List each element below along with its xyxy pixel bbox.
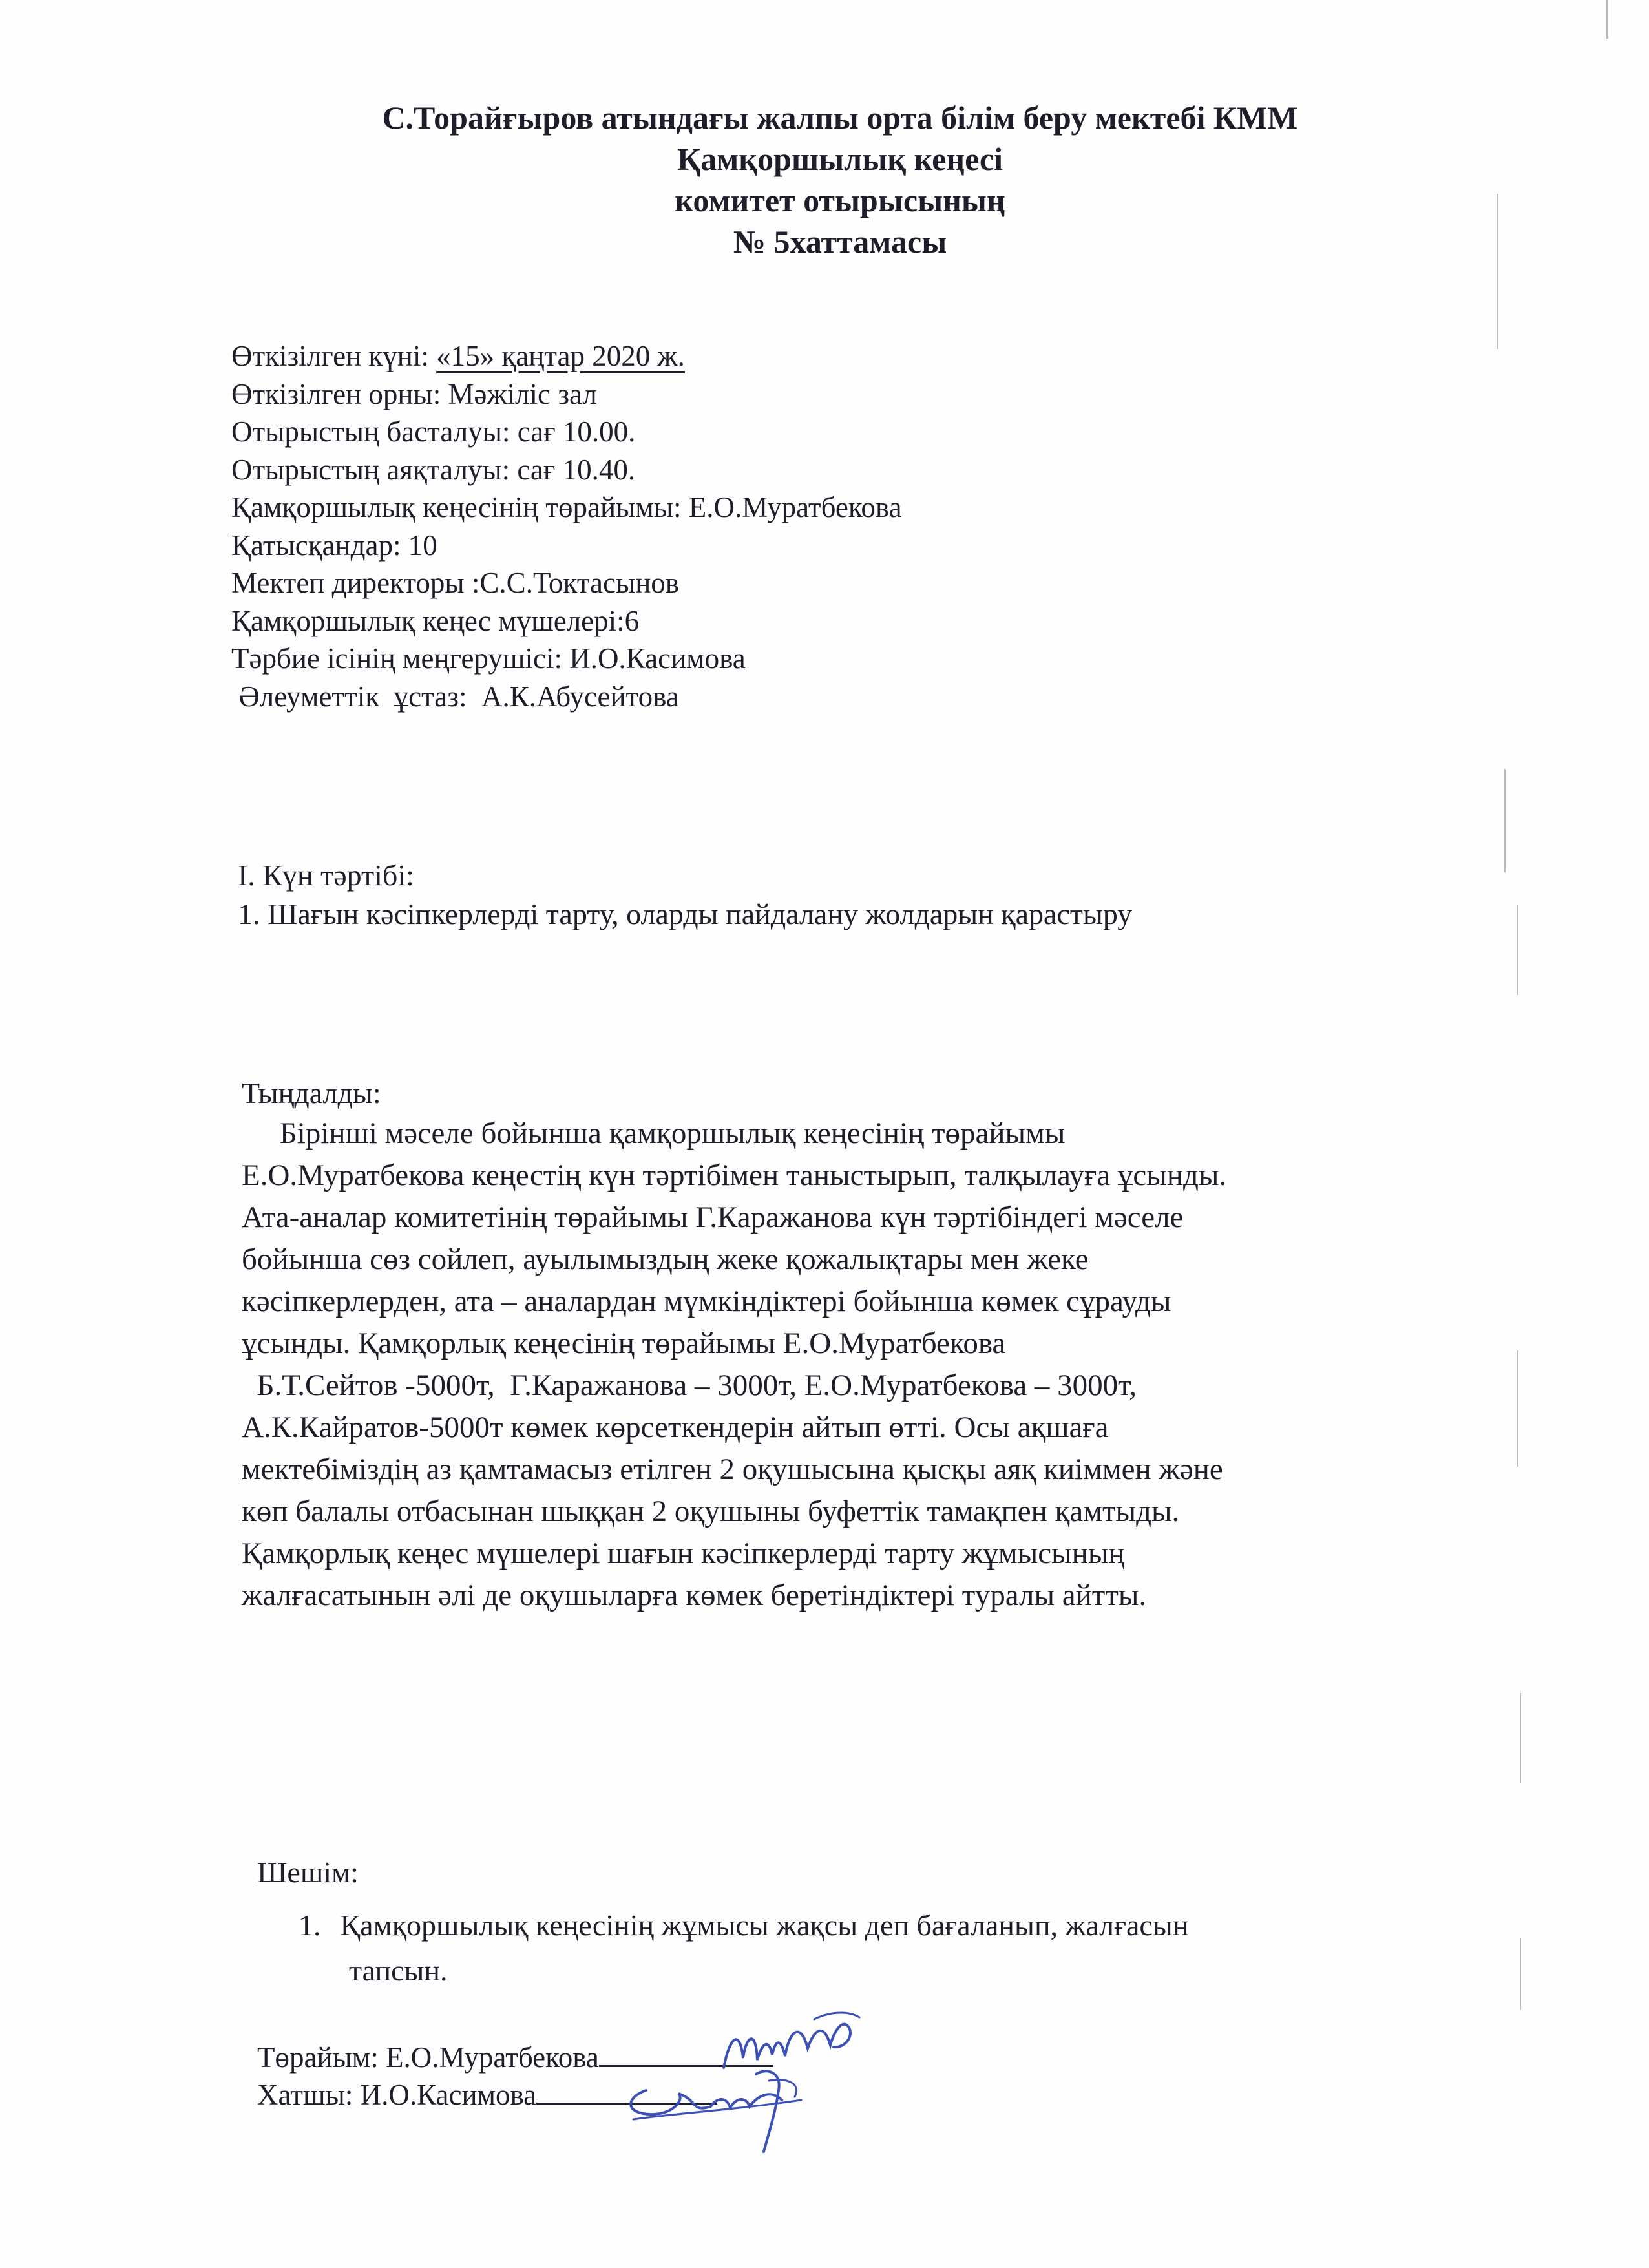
scan-artifact-line xyxy=(1497,194,1498,349)
agenda-title: I. Күн тәртібі: xyxy=(238,859,414,892)
agenda-section xyxy=(238,856,1132,934)
meeting-end-time: Отырыстың аяқталуы: сағ 10.40. xyxy=(231,453,636,486)
meeting-details xyxy=(231,337,902,715)
meeting-date-label: Өткізілген күні: xyxy=(231,340,437,372)
paragraph-line: кәсіпкерлерден, ата – аналардан мүмкіндіктері бойынша көмек сұрауды xyxy=(242,1285,1171,1318)
paragraph-line: көп балалы отбасынан шыққан 2 оқушыны буфеттік тамақпен қамтыды. xyxy=(242,1495,1180,1528)
meeting-place: Өткізілген орны: Мәжіліс зал xyxy=(231,377,597,410)
scan-artifact-line xyxy=(1606,0,1608,39)
paragraph-line: Б.Т.Сейтов -5000т, Г.Каражанова – 3000т, Е.О.Муратбекова – 3000т, xyxy=(242,1369,1137,1402)
header-meeting-title: комитет отырысының xyxy=(675,182,1005,218)
scan-artifact-line xyxy=(1517,1350,1518,1467)
chair-signature-label: Төрайым: Е.О.Муратбекова xyxy=(257,2041,599,2074)
meeting-date-value: «15» қаңтар 2020 ж. xyxy=(436,340,685,372)
meeting-chair: Қамқоршылық кеңесінің төрайымы: Е.О.Муратбекова xyxy=(231,491,902,523)
decision-item xyxy=(299,1903,1188,1993)
secretary-signature-label: Хатшы: И.О.Касимова xyxy=(257,2079,537,2111)
header-protocol-number: № 5хаттамасы xyxy=(733,224,947,260)
scan-artifact-line xyxy=(1520,1693,1521,1783)
meeting-start-time: Отырыстың басталуы: сағ 10.00. xyxy=(231,415,636,448)
header-school-name: С.Торайғыров атындағы жалпы орта білім беру мектебі КММ xyxy=(382,100,1298,136)
heard-body xyxy=(242,1113,1226,1617)
secretary-handwritten-signature xyxy=(620,2061,814,2158)
paragraph-line: мектебіміздің аз қамтамасыз етілген 2 оқушысына қысқы аяқ киіммен және xyxy=(242,1453,1223,1486)
paragraph-line: бойынша сөз сойлеп, ауылымыздың жеке қожалықтары мен жеке xyxy=(242,1243,1089,1276)
school-director: Мектеп директоры :С.С.Токтасынов xyxy=(231,567,680,599)
decision-text-line: тапсын. xyxy=(349,1954,448,1987)
social-teacher: Әлеуметтік ұстаз: А.К.Абусейтова xyxy=(231,680,679,713)
paragraph-line: Бірінші мәселе бойынша қамқоршылық кеңесінің төрайымы xyxy=(242,1117,1066,1150)
meeting-attendees: Қатысқандар: 10 xyxy=(231,529,437,562)
meeting-date-row xyxy=(231,337,902,375)
deputy-head: Тәрбие ісінің меңгерушісі: И.О.Касимова xyxy=(231,642,746,675)
paragraph-line: А.К.Кайратов-5000т көмек көрсеткендерін айтып өтті. Осы ақшаға xyxy=(242,1411,1109,1444)
decision-label: Шешім: xyxy=(257,1856,359,1889)
scan-artifact-line xyxy=(1517,905,1518,995)
paragraph-line: Ата-аналар комитетінің төрайымы Г.Каражанова күн тәртібіндегі мәселе xyxy=(242,1201,1184,1234)
document-header xyxy=(194,97,1486,262)
decision-text-line: Қамқоршылық кеңесінің жұмысы жақсы деп бағаланып, жалғасын xyxy=(340,1909,1189,1942)
paragraph-line: Қамқорлық кеңес мүшелері шағын кәсіпкерлерді тарту жұмысының xyxy=(242,1537,1125,1570)
paragraph-line: ұсынды. Қамқорлық кеңесінің төрайымы Е.О.Муратбекова xyxy=(242,1327,1006,1360)
paragraph-line: Е.О.Муратбекова кеңестің күн тәртібімен таныстырып, талқылауға ұсынды. xyxy=(242,1159,1227,1192)
paragraph-line: жалғасатынын әлі де оқушыларға көмек беретіндіктері туралы айтты. xyxy=(242,1579,1147,1612)
scan-artifact-line xyxy=(1520,1938,1521,2010)
heard-label: Тыңдалды: xyxy=(242,1076,381,1109)
header-council-name: Қамқоршылық кеңесі xyxy=(677,141,1003,177)
decision-number: 1. xyxy=(299,1909,321,1942)
agenda-item: 1. Шағын кәсіпкерлерді тарту, оларды пайдалану жолдарын қарастыру xyxy=(238,898,1133,930)
council-members: Қамқоршылық кеңес мүшелері:6 xyxy=(231,604,640,637)
scan-artifact-line xyxy=(1504,769,1506,872)
